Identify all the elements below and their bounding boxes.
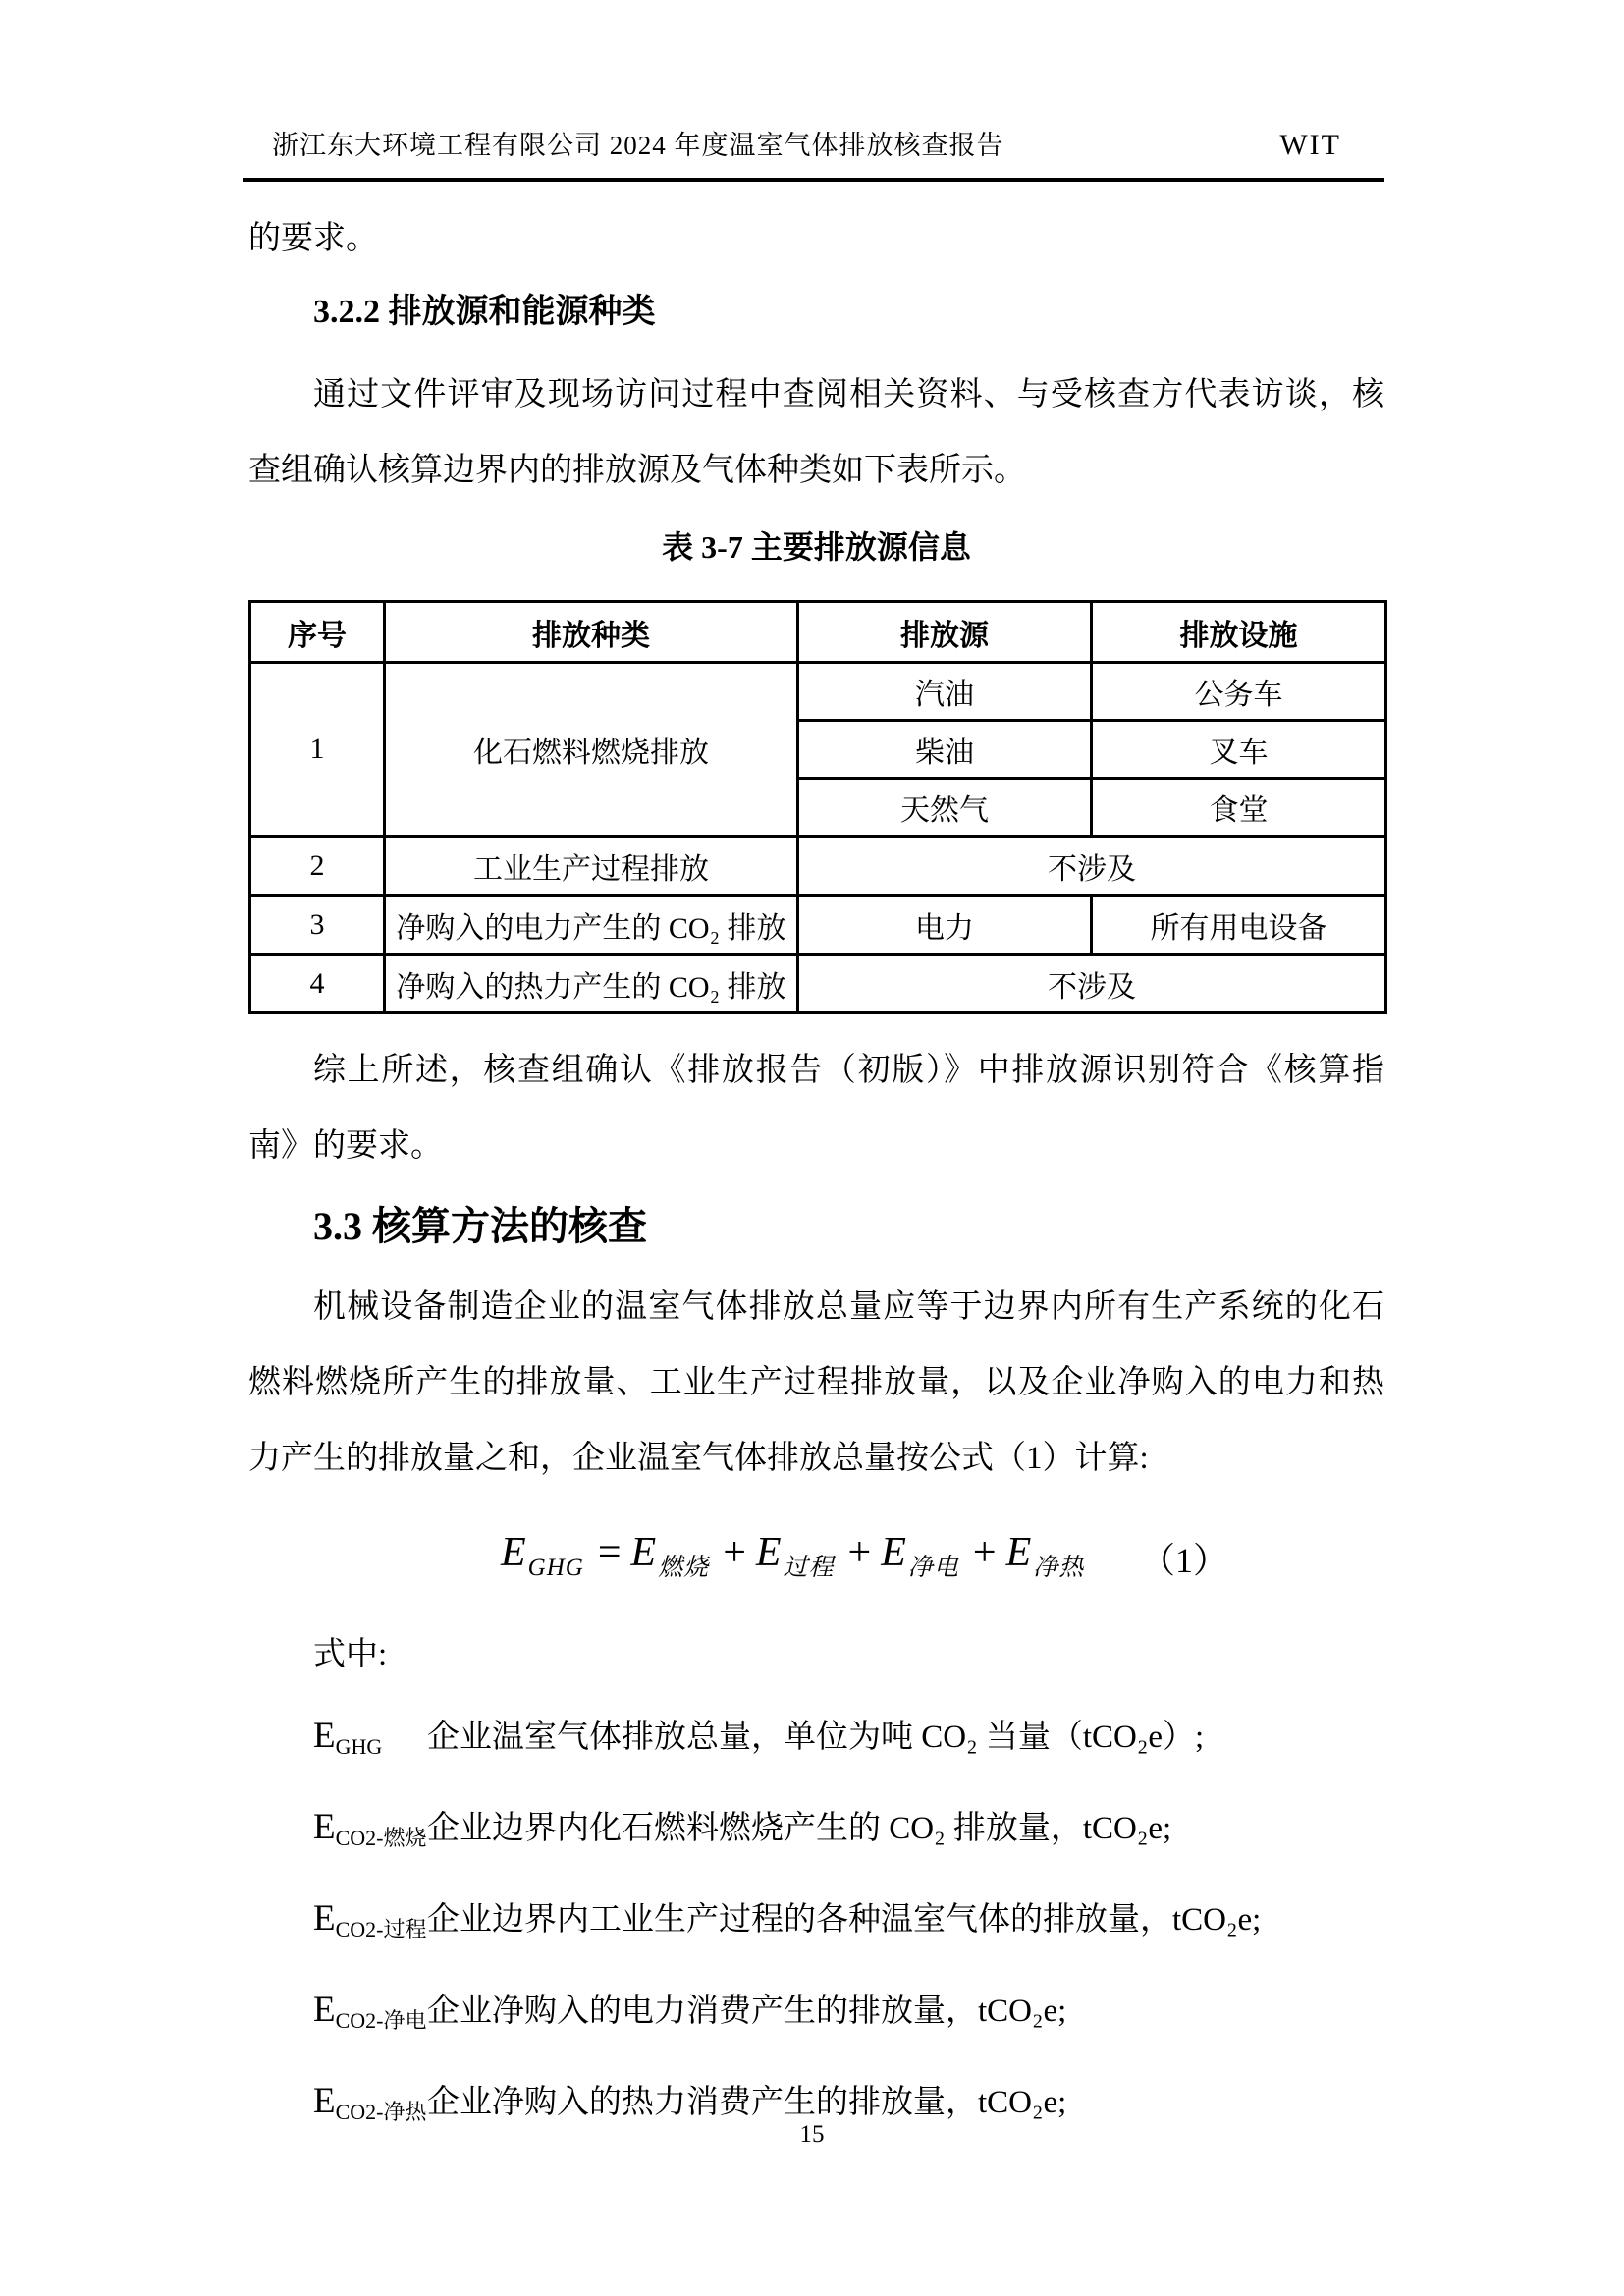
- symbol-term: [313, 1807, 427, 1859]
- symbol-base: E: [313, 1898, 336, 1939]
- body-text-line: 燃料燃烧所产生的排放量、工业生产过程排放量，以及企业净购入的电力和热: [248, 1365, 1384, 1400]
- table-header-cell: 排放设施: [1092, 602, 1386, 663]
- header-mark: WIT: [1279, 129, 1341, 161]
- table-row: [250, 663, 1386, 721]
- body-text-line: 机械设备制造企业的温室气体排放总量应等于边界内所有生产系统的化石: [313, 1289, 1384, 1325]
- page-header: [243, 0, 1384, 182]
- page-number: 15: [799, 2121, 825, 2148]
- body-text-line: 通过文件评审及现场访问过程中查阅相关资料、与受核查方代表访谈，核: [313, 377, 1384, 412]
- symbol-subscript: CO2-净热: [335, 2100, 427, 2124]
- table-row: [250, 837, 1386, 896]
- table-header-cell: 序号: [250, 602, 385, 663]
- table-cell-merged: 不涉及: [798, 837, 1386, 896]
- table-cell-facility: 所有用电设备: [1092, 896, 1386, 955]
- paragraph-method: [248, 1270, 1384, 1497]
- body-text-line: 力产生的排放量之和，企业温室气体排放总量按公式（1）计算:: [248, 1441, 1149, 1476]
- symbol-definition: [313, 1990, 1384, 2042]
- table-cell-sn: 4: [250, 955, 385, 1013]
- symbol-description: 企业边界内工业生产过程的各种温室气体的排放量，tCO₂e;: [427, 1902, 1262, 1938]
- carryover-text: 的要求。: [248, 221, 378, 256]
- plus-sign: +: [847, 1530, 872, 1575]
- formula-subscript: 过程: [783, 1555, 835, 1581]
- symbol-subscript: CO2-净电: [335, 2008, 427, 2033]
- formula-subscript: 燃烧: [658, 1555, 710, 1581]
- symbol-base: E: [313, 1716, 336, 1756]
- table-title: 表 3-7 主要排放源信息: [662, 529, 971, 565]
- table-cell-facility: 公务车: [1092, 663, 1386, 721]
- formula-number: （1）: [1140, 1541, 1229, 1580]
- table-cell-sn: 1: [250, 663, 385, 837]
- table-header-row: [250, 602, 1386, 663]
- table-cell-kind: 化石燃料燃烧排放: [385, 663, 798, 837]
- symbol-base: E: [313, 2081, 336, 2121]
- formula-1: [248, 1529, 1384, 1590]
- table-header-cell: 排放种类: [385, 602, 798, 663]
- formula-symbol: E: [630, 1530, 657, 1575]
- formula-symbol: E: [881, 1530, 906, 1575]
- table-cell-merged: 不涉及: [798, 955, 1386, 1013]
- symbol-term: [313, 1990, 427, 2042]
- section-heading-3-3: 3.3 核算方法的核查: [313, 1204, 647, 1248]
- formula-subscript: 净电: [907, 1555, 959, 1581]
- table-cell-source: 汽油: [798, 663, 1092, 721]
- symbol-subscript: CO2-过程: [335, 1917, 427, 1941]
- table-cell-kind: 净购入的电力产生的 CO₂ 排放: [385, 896, 798, 955]
- table-cell-facility: 叉车: [1092, 721, 1386, 779]
- plus-sign: +: [972, 1530, 997, 1575]
- table-cell-source: 电力: [798, 896, 1092, 955]
- table-cell-source: 天然气: [798, 779, 1092, 837]
- symbol-base: E: [313, 1990, 336, 2030]
- where-label: 式中:: [313, 1637, 388, 1672]
- symbol-definition: [313, 1807, 1384, 1859]
- paragraph-emission-sources: [248, 357, 1384, 509]
- body-text-line: 综上所述，核查组确认《排放报告（初版）》中排放源识别符合《核算指: [313, 1053, 1384, 1088]
- table-header-cell: 排放源: [798, 602, 1092, 663]
- symbol-definition: [313, 1898, 1384, 1950]
- table-cell-facility: 食堂: [1092, 779, 1386, 837]
- symbol-term: [313, 1716, 427, 1768]
- formula-symbol: E: [501, 1530, 526, 1575]
- formula-symbol: E: [755, 1530, 782, 1575]
- table-cell-kind: 工业生产过程排放: [385, 837, 798, 896]
- symbol-term: [313, 1898, 427, 1950]
- symbol-base: E: [313, 1807, 336, 1847]
- page-content: [248, 217, 1384, 2133]
- plus-sign: +: [723, 1530, 746, 1575]
- formula-symbol: E: [1005, 1530, 1032, 1575]
- symbol-subscript: GHG: [335, 1734, 383, 1759]
- emission-source-table: [248, 600, 1387, 1014]
- equals-sign: =: [597, 1530, 622, 1575]
- table-cell-sn: 2: [250, 837, 385, 896]
- table-row: [250, 896, 1386, 955]
- header-title: 浙江东大环境工程有限公司 2024 年度温室气体排放核查报告: [272, 131, 1004, 160]
- symbol-description: 企业温室气体排放总量，单位为吨 CO₂ 当量（tCO₂e）;: [427, 1720, 1205, 1755]
- symbol-description: 企业边界内化石燃料燃烧产生的 CO₂ 排放量，tCO₂e;: [427, 1811, 1172, 1846]
- table-cell-sn: 3: [250, 896, 385, 955]
- body-text-line: 南》的要求。: [248, 1128, 443, 1164]
- body-text-line: 查组确认核算边界内的排放源及气体种类如下表所示。: [248, 453, 1026, 488]
- table-cell-kind: 净购入的热力产生的 CO₂ 排放: [385, 955, 798, 1013]
- formula-expression: [501, 1529, 1088, 1583]
- table-row: [250, 955, 1386, 1013]
- symbol-definition: [313, 1716, 1384, 1768]
- formula-subscript: 净热: [1033, 1555, 1085, 1581]
- paragraph-conclusion: [248, 1033, 1384, 1184]
- section-heading-3-2-2: 3.2.2 排放源和能源种类: [313, 294, 656, 330]
- formula-subscript: GHG: [527, 1555, 584, 1581]
- symbol-description: 企业净购入的热力消费产生的排放量，tCO₂e;: [427, 2085, 1067, 2120]
- symbol-description: 企业净购入的电力消费产生的排放量，tCO₂e;: [427, 1994, 1067, 2029]
- symbol-subscript: CO2-燃烧: [335, 1826, 427, 1850]
- table-cell-source: 柴油: [798, 721, 1092, 779]
